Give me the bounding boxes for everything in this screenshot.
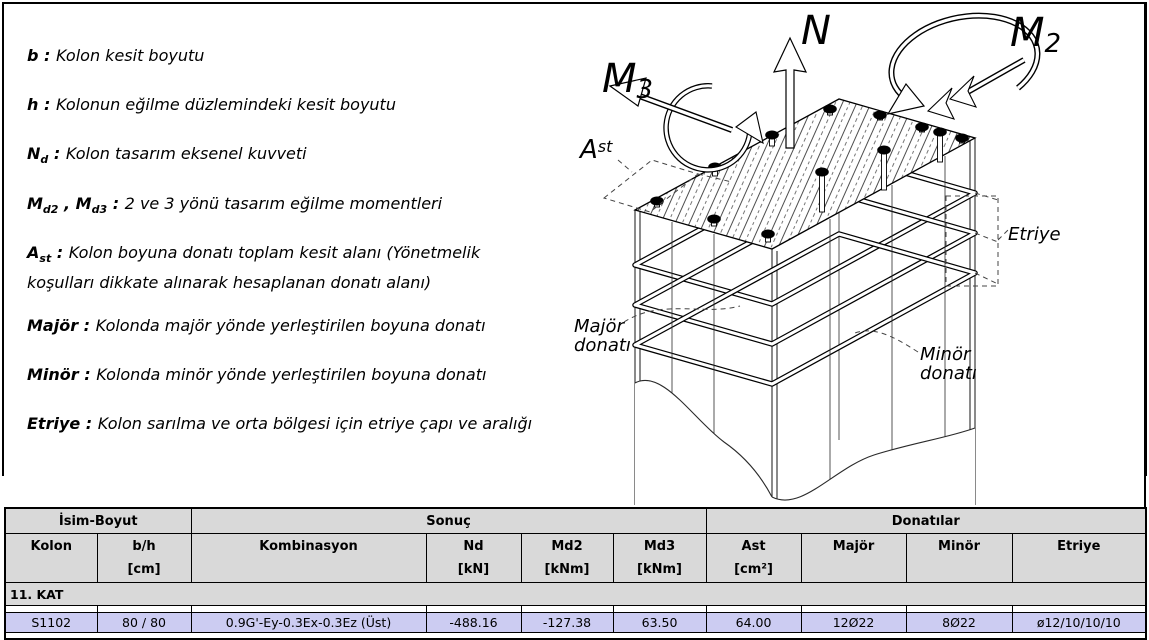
col-nd: Nd [kN] xyxy=(426,534,521,583)
m2-label: M2 xyxy=(1010,10,1062,59)
col-minor: Minör xyxy=(906,534,1012,583)
definition-minor: Minör : Kolonda minör yönde yerleştirilen boyuna donatı xyxy=(27,365,487,385)
storey-label: 11. KAT xyxy=(5,583,1146,606)
definition-nd: $N_d$ : Kolon tasarım eksenel kuvveti xyxy=(27,144,307,167)
definition-major: Majör : Kolonda majör yönde yerleştirilen boyuna donatı xyxy=(27,315,486,335)
definition-text: Kolon boyuna donatı toplam kesit alanı (Yönetmelik koşulları dikkate alınarak hesaplanan donatı alanı) xyxy=(27,242,481,292)
group-sonuc: Sonuç xyxy=(191,508,706,534)
column-top-section xyxy=(635,99,975,249)
table-column-header-row xyxy=(5,534,1146,583)
col-major: Majör xyxy=(801,534,906,583)
m3-label: M3 xyxy=(602,56,654,105)
major-label: Majör donatı xyxy=(574,316,631,356)
definition-etriye: Etriye : Kolon sarılma ve orta bölgesi için etriye çapı ve aralığı xyxy=(27,414,533,434)
col-md2: Md2 [kNm] xyxy=(521,534,613,583)
minor-label: Minör donatı xyxy=(920,344,977,384)
cell-md3: 63.50 xyxy=(613,613,706,633)
ast-label: Ast xyxy=(580,135,613,165)
definition-text: Kolon tasarım eksenel kuvveti xyxy=(65,144,307,164)
definition-b: b : Kolon kesit boyutu xyxy=(27,46,205,65)
table-group-header-row xyxy=(5,508,1146,534)
cell-ast: 64.00 xyxy=(706,613,801,633)
definition-md2-md3: $M_{d2}$ , $M_{d3}$ : 2 ve 3 yönü tasarım eğilme momentleri xyxy=(27,193,443,216)
table-bottom-strip xyxy=(5,633,1146,640)
column-3d-diagram xyxy=(572,0,1149,505)
col-md3: Md3 [kNm] xyxy=(613,534,706,583)
etriye-label: Etriye xyxy=(1008,224,1061,245)
n-label: N xyxy=(801,8,831,54)
cell-kolon: S1102 xyxy=(5,613,97,633)
col-ast: Ast [cm²] xyxy=(706,534,801,583)
cell-md2: -127.38 xyxy=(521,613,613,633)
column-result-row[interactable] xyxy=(5,613,1146,633)
definition-text: Kolon kesit boyutu xyxy=(56,46,205,65)
col-kolon: Kolon xyxy=(5,534,97,583)
definition-text: 2 ve 3 yönü tasarım eğilme momentleri xyxy=(124,193,443,213)
group-isim-boyut: İsim-Boyut xyxy=(5,508,191,534)
cell-kombinasyon: 0.9G'-Ey-0.3Ex-0.3Ez (Üst) xyxy=(191,613,426,633)
storey-section-row xyxy=(5,583,1146,606)
definition-h: h : Kolonun eğilme düzlemindeki kesit boyutu xyxy=(27,95,396,115)
definition-text: Kolonun eğilme düzlemindeki kesit boyutu xyxy=(55,95,396,115)
break-line xyxy=(635,380,975,505)
col-kombinasyon: Kombinasyon xyxy=(191,534,426,583)
definitions-panel xyxy=(27,44,547,462)
cell-nd: -488.16 xyxy=(426,613,521,633)
col-bh: b/h [cm] xyxy=(97,534,191,583)
definition-ast: $A_{st}$ : Kolon boyuna donatı toplam kesit alanı (Yönetmelik koşulları dikkate alınarak hesaplanan donatı alanı) xyxy=(27,242,481,292)
cell-minor: 8Ø22 xyxy=(906,613,1012,633)
group-donatilar: Donatılar xyxy=(706,508,1146,534)
definition-text: Kolonda minör yönde yerleştirilen boyuna donatı xyxy=(96,365,487,385)
cell-bh: 80 / 80 xyxy=(97,613,191,633)
definition-text: Kolonda majör yönde yerleştirilen boyuna donatı xyxy=(95,315,486,335)
results-table xyxy=(4,507,1147,640)
col-etriye: Etriye xyxy=(1012,534,1146,583)
definition-text: Kolon sarılma ve orta bölgesi için etriye çapı ve aralığı xyxy=(97,414,533,434)
cell-major: 12Ø22 xyxy=(801,613,906,633)
spacer-row xyxy=(5,606,1146,613)
cell-etriye: ø12/10/10/10 xyxy=(1012,613,1146,633)
